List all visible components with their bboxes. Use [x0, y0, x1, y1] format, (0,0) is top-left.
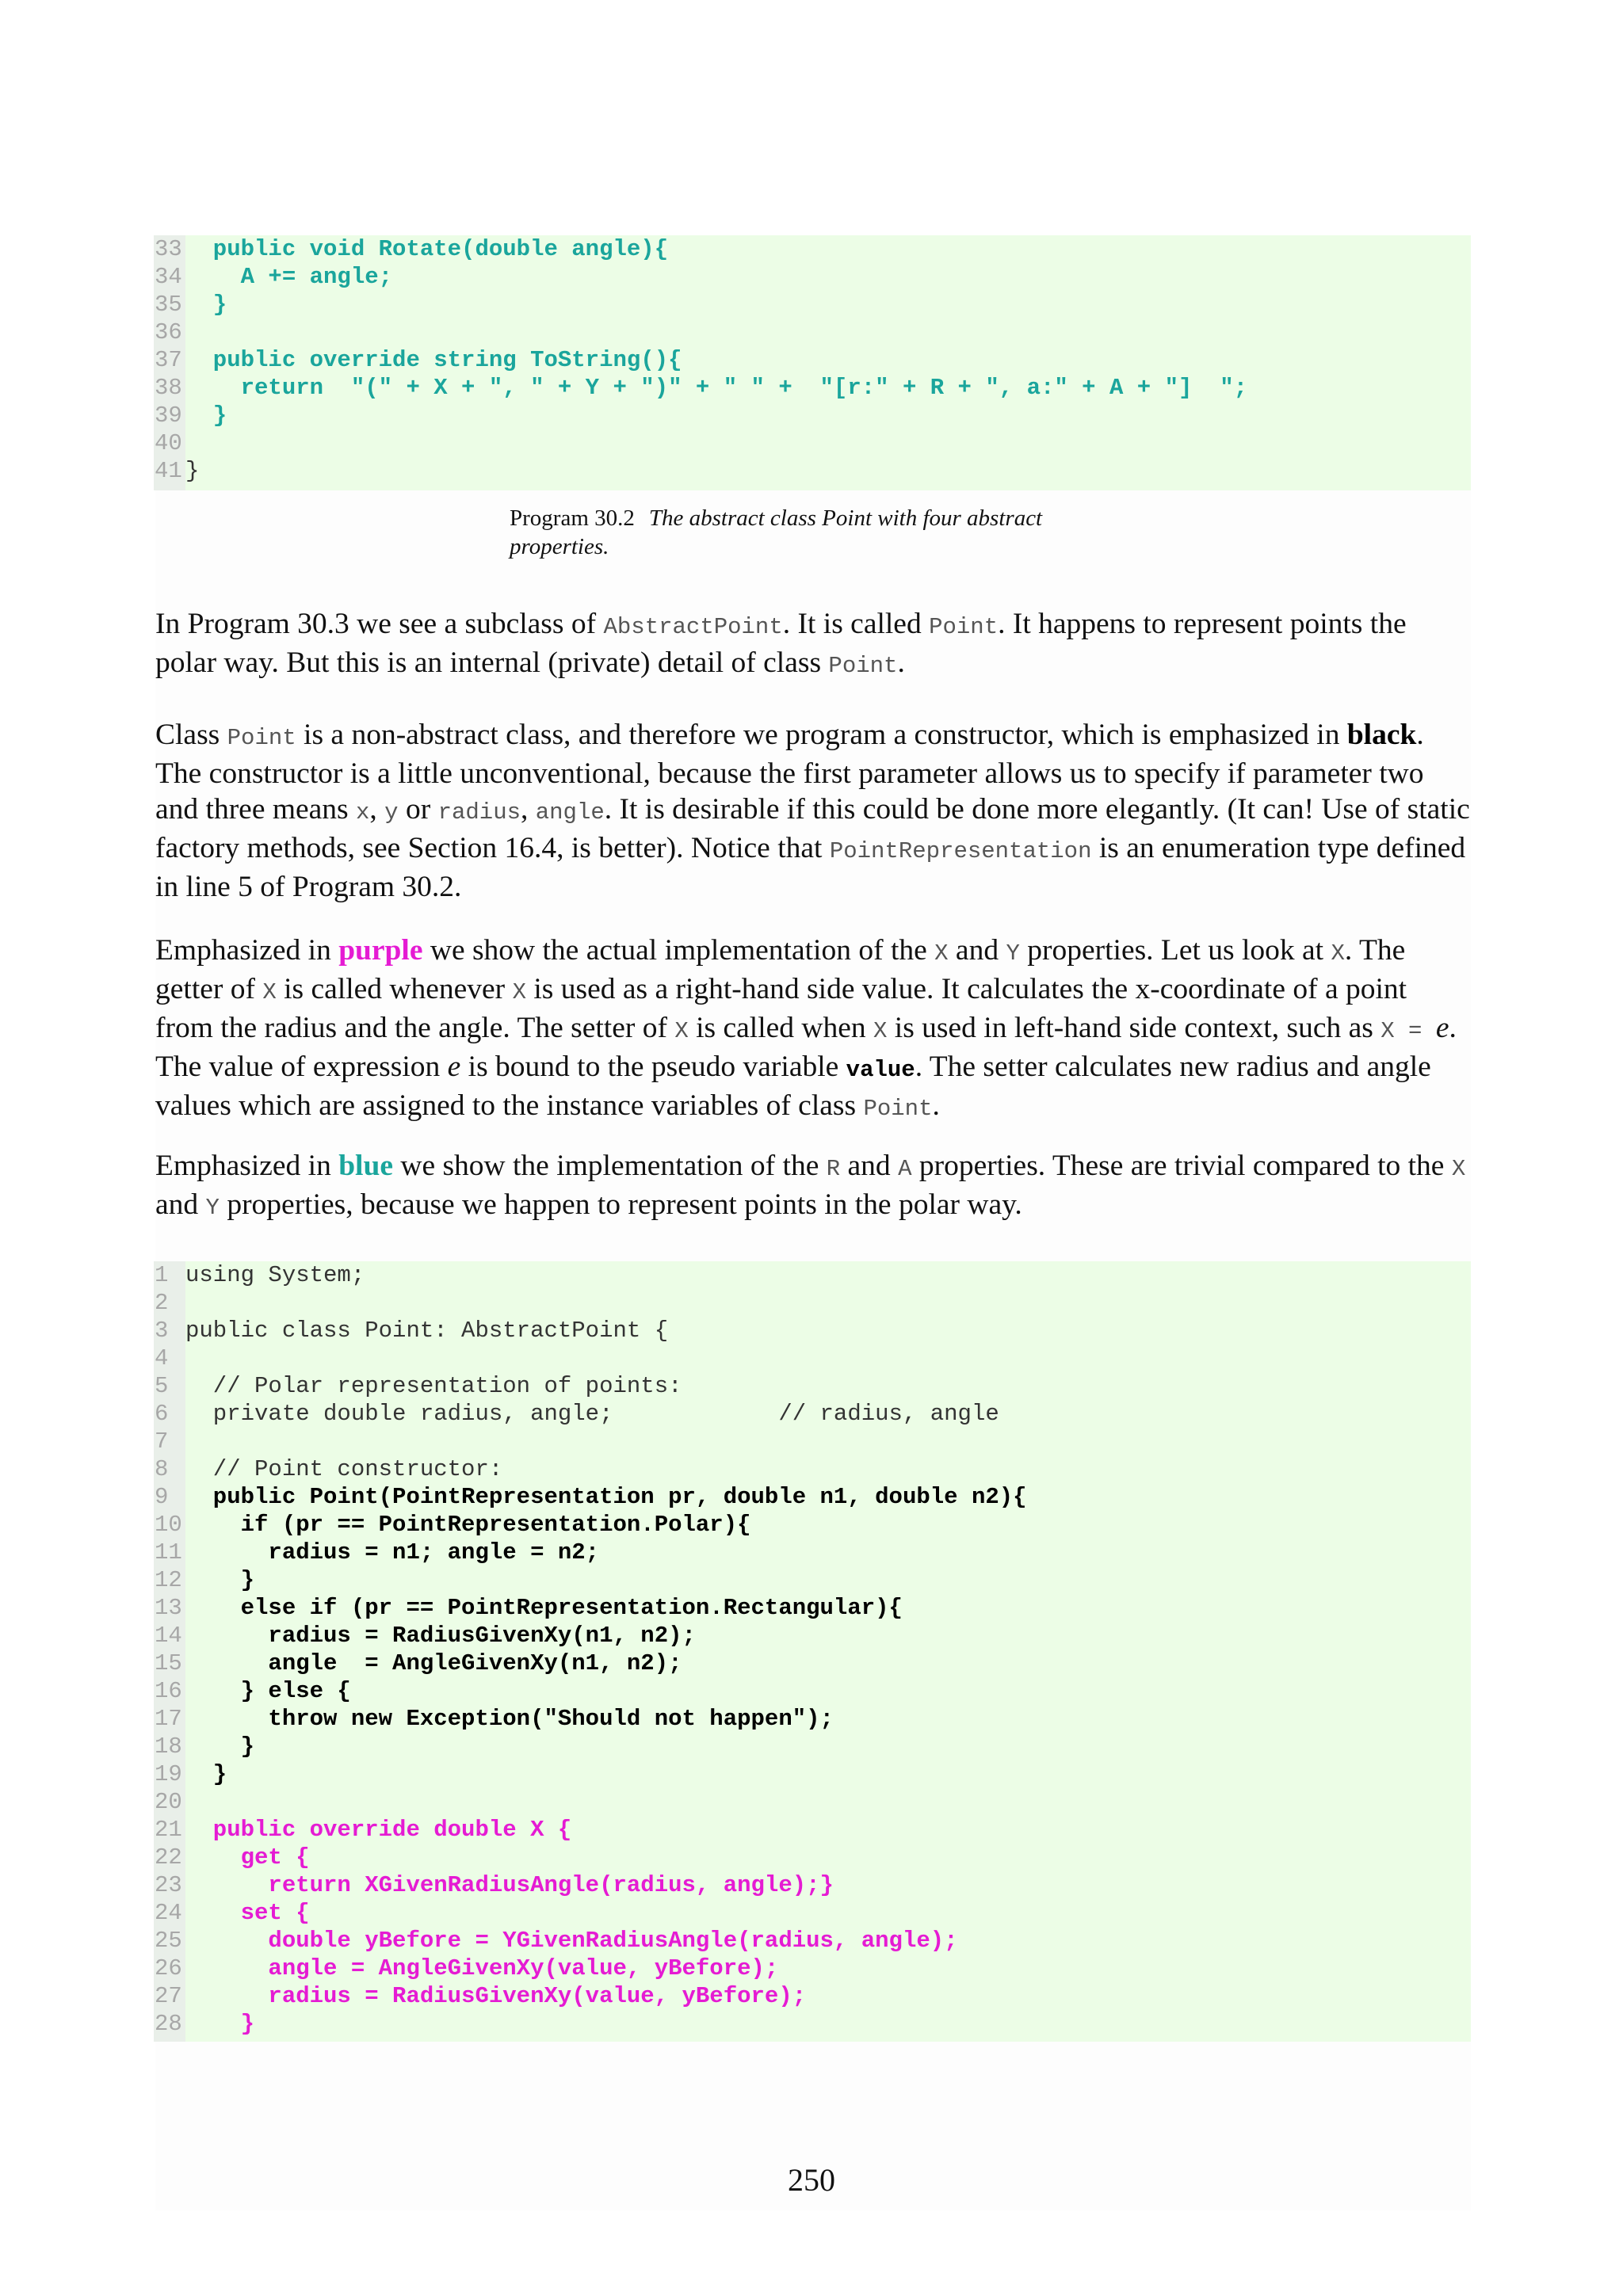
code-line: [154, 1594, 903, 1622]
code-text: return "(" + X + ", " + Y + ")" + " " + "[r:" + R + ", a:" + A + "] ";: [185, 375, 1248, 401]
code-line: [154, 235, 668, 263]
line-number: 2: [155, 1290, 169, 1316]
code-line: [154, 1844, 310, 1871]
code-line: [154, 1650, 682, 1677]
code-line: [154, 1511, 751, 1539]
line-number: 12: [155, 1567, 182, 1593]
code-line: [154, 402, 227, 429]
code-line: [154, 1816, 571, 1844]
line-number: 27: [155, 1983, 182, 2009]
code-text: }: [185, 458, 200, 484]
code-line: [154, 1955, 778, 1982]
program-caption: [510, 504, 1112, 561]
line-number: 3: [155, 1318, 169, 1344]
code-term: A: [898, 1156, 912, 1182]
line-number: 18: [155, 1733, 182, 1760]
code-text: else if (pr == PointRepresentation.Rectangular){: [185, 1595, 903, 1621]
code-term: Y: [205, 1195, 220, 1221]
code-text: public override double X {: [185, 1817, 572, 1843]
line-number: 23: [155, 1872, 182, 1898]
code-text: }: [185, 2011, 255, 2037]
line-number: 6: [155, 1401, 169, 1427]
line-number: 9: [155, 1484, 169, 1510]
code-line: [154, 1677, 351, 1705]
code-line: [154, 1428, 185, 1455]
code-term: Point: [863, 1096, 933, 1122]
code-line: [154, 291, 227, 318]
line-number: 36: [155, 319, 182, 345]
code-line: [154, 1871, 834, 1899]
line-number: 35: [155, 292, 182, 318]
code-term: angle: [535, 799, 605, 826]
code-text: // Point constructor:: [185, 1456, 503, 1482]
code-text: radius = RadiusGivenXy(value, yBefore);: [185, 1983, 807, 2009]
code-text: private double radius, angle; // radius, angle: [185, 1401, 999, 1427]
code-text: }: [185, 1761, 227, 1787]
code-line: [154, 1899, 310, 1927]
line-number: 38: [155, 375, 182, 401]
line-number: 14: [155, 1623, 182, 1649]
code-line: [154, 1372, 682, 1400]
code-term: AbstractPoint: [603, 614, 783, 640]
code-term: X: [262, 979, 277, 1005]
code-text: if (pr == PointRepresentation.Polar){: [185, 1512, 751, 1538]
code-term: X =: [1381, 1018, 1436, 1044]
code-line: [154, 1539, 599, 1566]
code-text: public void Rotate(double angle){: [185, 236, 669, 262]
line-number: 1: [155, 1262, 169, 1288]
code-line: [154, 318, 185, 346]
code-line: [154, 1760, 227, 1788]
line-number: 37: [155, 347, 182, 373]
emphasis-purple: purple: [338, 934, 423, 967]
code-text: A += angle;: [185, 264, 393, 290]
code-line: [154, 457, 199, 485]
code-line: [154, 346, 682, 374]
code-line: [154, 2010, 254, 2038]
line-number: 19: [155, 1761, 182, 1787]
line-number: 5: [155, 1373, 169, 1399]
line-number: 17: [155, 1706, 182, 1732]
code-term: X: [873, 1018, 888, 1044]
code-line: [154, 1289, 185, 1317]
code-line: [154, 1344, 185, 1372]
code-term: Point: [227, 725, 296, 751]
math-variable: e: [447, 1051, 461, 1083]
code-term: X: [674, 1018, 689, 1044]
code-line: [154, 1705, 834, 1733]
paragraph-constructor: Class Point is a non-abstract class, and therefore we program a constructor, which is emphasized in black. The constructor is a little unconventional, because the first parameter allows us to specify if parameter two and three means x, y or radius, angle. It is desirable if this could be done more elegantly. (It can! Use of static factory methods, see Section 16.4, is better). Notice that PointRepresentation is an enumeration type defined in line 5 of Program 30.2.: [155, 719, 1470, 903]
code-text: }: [185, 1733, 255, 1760]
code-text: angle = AngleGivenXy(value, yBefore);: [185, 1955, 779, 1981]
code-term: R: [826, 1156, 841, 1182]
code-text: get {: [185, 1844, 310, 1871]
code-text: throw new Exception("Should not happen");: [185, 1706, 834, 1732]
code-line: [154, 1483, 1027, 1511]
code-line: [154, 1317, 668, 1344]
code-term: X: [934, 940, 949, 967]
code-line: [154, 429, 185, 457]
code-term: Point: [929, 614, 999, 640]
code-text: }: [185, 292, 227, 318]
code-line: [154, 1733, 254, 1760]
page-number: 250: [788, 2162, 835, 2198]
code-line: [154, 1788, 185, 1816]
code-text: // Polar representation of points:: [185, 1373, 682, 1399]
code-term: y: [384, 799, 399, 826]
line-number: 24: [155, 1900, 182, 1926]
line-number: 16: [155, 1678, 182, 1704]
code-line: [154, 1927, 958, 1955]
line-number: 40: [155, 430, 182, 456]
code-text: radius = RadiusGivenXy(n1, n2);: [185, 1623, 696, 1649]
code-text: angle = AngleGivenXy(n1, n2);: [185, 1650, 682, 1676]
code-listing-continued: [154, 235, 1471, 490]
line-number: 39: [155, 402, 182, 429]
code-text: double yBefore = YGivenRadiusAngle(radius, angle);: [185, 1928, 958, 1954]
code-text: public class Point: AbstractPoint {: [185, 1318, 669, 1344]
paragraph-x-y-properties: Emphasized in purple we show the actual implementation of the X and Y properties. Let us look at X. The getter of X is called whenever X is used as a right-hand side value. It calculates the x-coordinate of a point from the radius and the angle. The setter of X is called when X is used in left-hand side context, such as X = e. The value of expression e is bound to the pseudo variable value. The setter calculates new radius and angle values which are assigned to the instance variables of class Point.: [155, 934, 1457, 1122]
code-keyword: value: [846, 1057, 915, 1083]
line-number: 13: [155, 1595, 182, 1621]
math-variable: e: [1435, 1012, 1449, 1044]
code-text: using System;: [185, 1262, 365, 1288]
code-text: }: [185, 402, 227, 429]
code-text: } else {: [185, 1678, 351, 1704]
emphasis-blue: blue: [338, 1150, 393, 1182]
line-number: 41: [155, 458, 182, 484]
code-term: X: [512, 979, 526, 1005]
line-number: 26: [155, 1955, 182, 1981]
code-line: [154, 1400, 999, 1428]
line-number: 8: [155, 1456, 169, 1482]
line-number: 22: [155, 1844, 182, 1871]
paragraph-subclass-intro: In Program 30.3 we see a subclass of AbstractPoint. It is called Point. It happens to represent points the polar way. But this is an internal (private) detail of class Point.: [155, 608, 1407, 679]
line-number: 34: [155, 264, 182, 290]
code-listing-point-class: [154, 1261, 1471, 2042]
code-line: [154, 1455, 502, 1483]
code-term: X: [1331, 940, 1345, 967]
line-number: 25: [155, 1928, 182, 1954]
code-line: [154, 1622, 696, 1650]
code-text: set {: [185, 1900, 310, 1926]
line-number: 20: [155, 1789, 182, 1815]
emphasis-black: black: [1346, 719, 1417, 751]
code-term: x: [356, 799, 370, 826]
code-text: radius = n1; angle = n2;: [185, 1539, 600, 1566]
code-line: [154, 1261, 365, 1289]
code-term: radius: [437, 799, 521, 826]
caption-text: The abstract class Point with four abstract properties.: [510, 505, 1043, 559]
line-number: 4: [155, 1345, 169, 1371]
code-term: X: [1451, 1156, 1466, 1182]
line-number: 10: [155, 1512, 182, 1538]
code-text: }: [185, 1567, 255, 1593]
code-term: Y: [1006, 940, 1020, 967]
paragraph-r-a-properties: Emphasized in blue we show the implementation of the R and A properties. These are trivial compared to the X and Y properties, because we happen to represent points in the polar way.: [155, 1150, 1466, 1221]
code-text: public Point(PointRepresentation pr, double n1, double n2){: [185, 1484, 1027, 1510]
code-text: return XGivenRadiusAngle(radius, angle);}: [185, 1872, 834, 1898]
code-line: [154, 1566, 254, 1594]
code-line: [154, 374, 1247, 402]
code-text: public override string ToString(){: [185, 347, 682, 373]
line-number: 15: [155, 1650, 182, 1676]
code-term: Point: [828, 653, 898, 679]
line-number: 7: [155, 1428, 169, 1455]
code-line: [154, 263, 392, 291]
code-term: PointRepresentation: [829, 838, 1092, 864]
line-number: 21: [155, 1817, 182, 1843]
line-number: 28: [155, 2011, 182, 2037]
line-number: 11: [155, 1539, 182, 1566]
caption-number: Program 30.2: [510, 505, 635, 531]
line-number: 33: [155, 236, 182, 262]
code-line: [154, 1982, 806, 2010]
